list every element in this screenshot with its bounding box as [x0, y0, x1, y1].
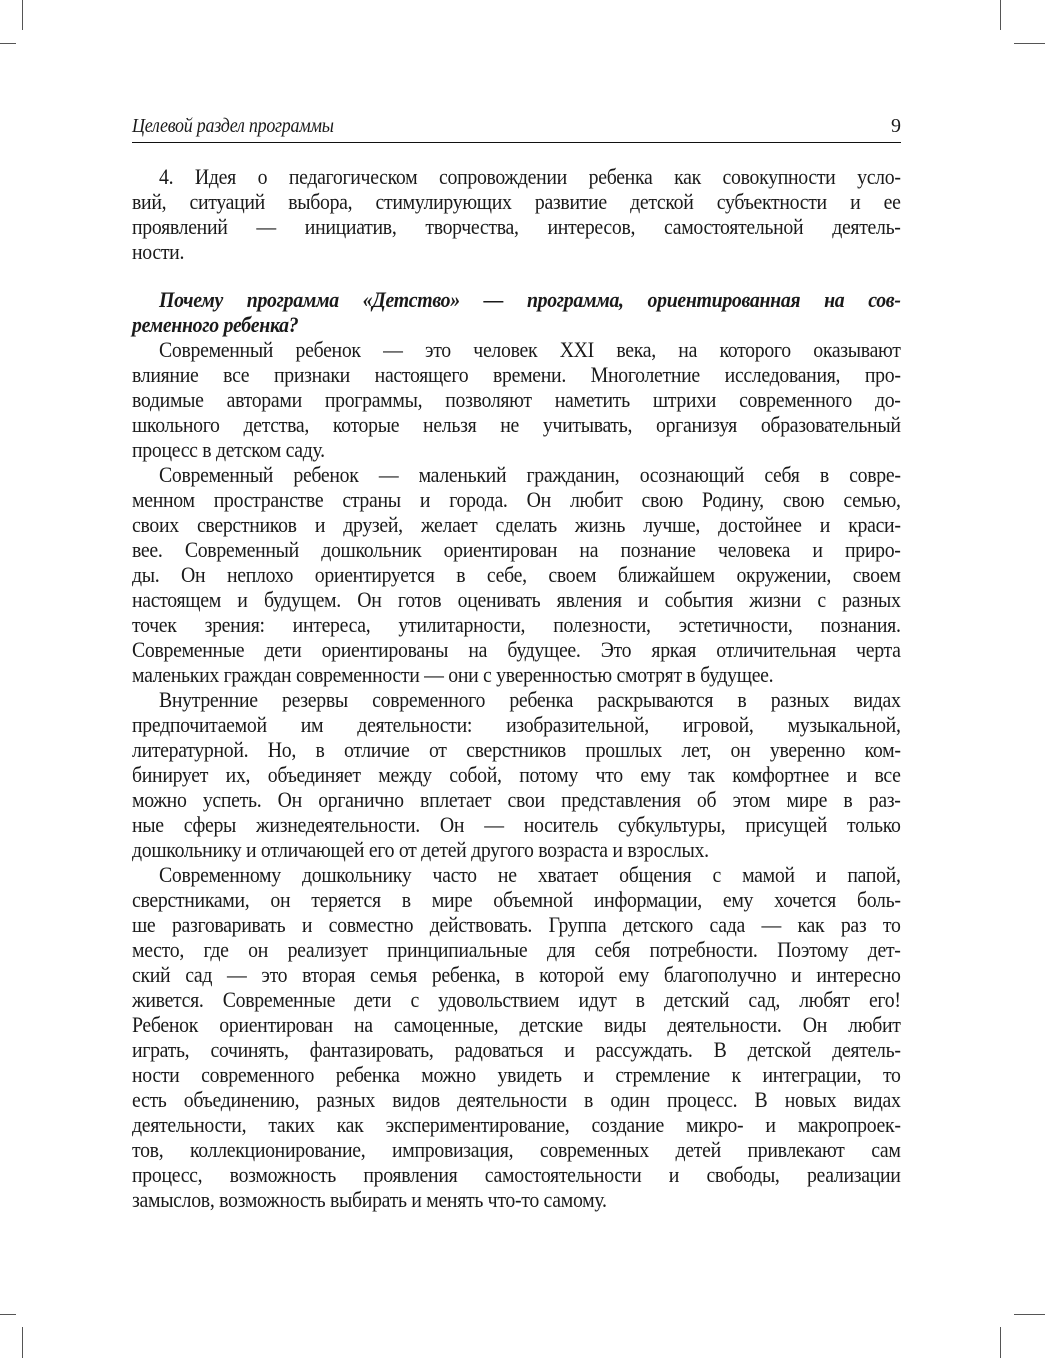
- running-header: [132, 112, 901, 143]
- crop-mark-top-right-vertical: [1000, 0, 1001, 30]
- page-number: 9: [891, 115, 901, 137]
- text-line: место, где он реализует принципиальные для себя потребности. Поэтому дет-: [132, 937, 901, 962]
- crop-mark-bottom-right-horizontal: [1014, 1314, 1045, 1315]
- text-line: водимые авторами программы, позволяют наметить штрихи современного до-: [132, 387, 901, 412]
- text-line: своих сверстников и друзей, желает сделать жизнь лучше, достойнее и краси-: [132, 512, 901, 537]
- text-line: ский сад — это вторая семья ребенка, в которой ему благополучно и интересно: [132, 962, 901, 987]
- text-line: ременного ребенка?: [132, 312, 299, 337]
- text-line: деятельности, таких как экспериментирование, создание микро- и макропроек-: [132, 1112, 901, 1137]
- section-heading: [132, 287, 901, 337]
- text-line: ности современного ребенка можно увидеть и стремление к интеграции, то: [132, 1062, 901, 1087]
- text-line: бинирует их, объединяет между собой, потому что ему так комфортнее и все: [132, 762, 901, 787]
- text-line: Современные дети ориентированы на будущее. Это яркая отличительная черта: [132, 637, 901, 662]
- page-body: [132, 164, 901, 1212]
- text-line: ные сферы жизнедеятельности. Он — носитель субкультуры, присущей только: [132, 812, 901, 837]
- crop-mark-bottom-left-horizontal: [0, 1314, 16, 1315]
- text-line: живется. Современные дети с удовольствием идут в детский сад, любят его!: [132, 987, 901, 1012]
- crop-mark-top-right-horizontal: [1014, 43, 1045, 44]
- text-line: процесс в детском саду.: [132, 437, 325, 462]
- text-line: вее. Современный дошкольник ориентирован на познание человека и приро-: [132, 537, 901, 562]
- crop-mark-bottom-right-vertical: [1000, 1327, 1001, 1358]
- text-line: тов, коллекционирование, импровизация, современных детей привлекают сам: [132, 1137, 901, 1162]
- text-line: Ребенок ориентирован на самоценные, детские виды деятельности. Он любит: [132, 1012, 901, 1037]
- text-line: проявлений — инициатив, творчества, интересов, самостоятельной деятель-: [132, 214, 901, 239]
- text-line: настоящем и будущем. Он готов оценивать явления и события жизни с разных: [132, 587, 901, 612]
- text-line: менном пространстве страны и города. Он любит свою Родину, свою семью,: [132, 487, 901, 512]
- text-line: можно успеть. Он органично вплетает свои представления об этом мире в раз-: [132, 787, 901, 812]
- text-line: вий, ситуаций выбора, стимулирующих развитие детской субъектности и ее: [132, 189, 901, 214]
- text-line: есть объединению, разных видов деятельности в один процесс. В новых видах: [132, 1087, 901, 1112]
- crop-mark-top-left-horizontal: [0, 43, 16, 44]
- text-line: предпочитаемой им деятельности: изобразительной, игровой, музыкальной,: [132, 712, 901, 737]
- text-line: сверстниками, он теряется в мире объемной информации, ему хочется боль-: [132, 887, 901, 912]
- text-line: Почему программа «Детство» — программа, ориентированная на сов-: [159, 287, 901, 312]
- text-line: литературной. Но, в отличие от сверстников прошлых лет, он уверенно ком-: [132, 737, 901, 762]
- text-line: влияние все признаки настоящего времени. Многолетние исследования, про-: [132, 362, 901, 387]
- text-line: процесс, возможность проявления самостоятельности и свободы, реализации: [132, 1162, 901, 1187]
- crop-mark-bottom-left-vertical: [22, 1327, 23, 1358]
- spacer: [132, 264, 901, 287]
- text-line: маленьких граждан современности — они с уверенностью смотрят в будущее.: [132, 662, 774, 687]
- text-line: Современный ребенок — это человек XXI века, на которого оказывают: [159, 337, 901, 362]
- text-line: 4. Идея о педагогическом сопровождении ребенка как совокупности усло-: [159, 164, 901, 189]
- paragraph: [132, 687, 901, 862]
- text-line: ды. Он неплохо ориентируется в себе, своем ближайшем окружении, своем: [132, 562, 901, 587]
- text-line: ности.: [132, 239, 185, 264]
- text-line: Современному дошкольнику часто не хватает общения с мамой и папой,: [159, 862, 901, 887]
- text-line: школьного детства, которые нельзя не учитывать, организуя образовательный: [132, 412, 901, 437]
- text-line: Современный ребенок — маленький гражданин, осознающий себя в совре-: [159, 462, 901, 487]
- text-line: ше разговаривать и совместно действовать. Группа детского сада — как раз то: [132, 912, 901, 937]
- paragraph: [132, 862, 901, 1212]
- crop-mark-top-left-vertical: [22, 0, 23, 30]
- text-line: играть, сочинять, фантазировать, радоваться и рассуждать. В детской деятель-: [132, 1037, 901, 1062]
- text-line: точек зрения: интереса, утилитарности, полезности, эстетичности, познания.: [132, 612, 901, 637]
- running-header-title: Целевой раздел программы: [132, 115, 334, 137]
- paragraph: [132, 462, 901, 687]
- text-line: Внутренние резервы современного ребенка раскрываются в разных видах: [159, 687, 901, 712]
- text-line: замыслов, возможность выбирать и менять что-то самому.: [132, 1187, 607, 1212]
- paragraph: [132, 337, 901, 462]
- list-item: [132, 164, 901, 264]
- text-line: дошкольнику и отличающей его от детей другого возраста и взрослых.: [132, 837, 709, 862]
